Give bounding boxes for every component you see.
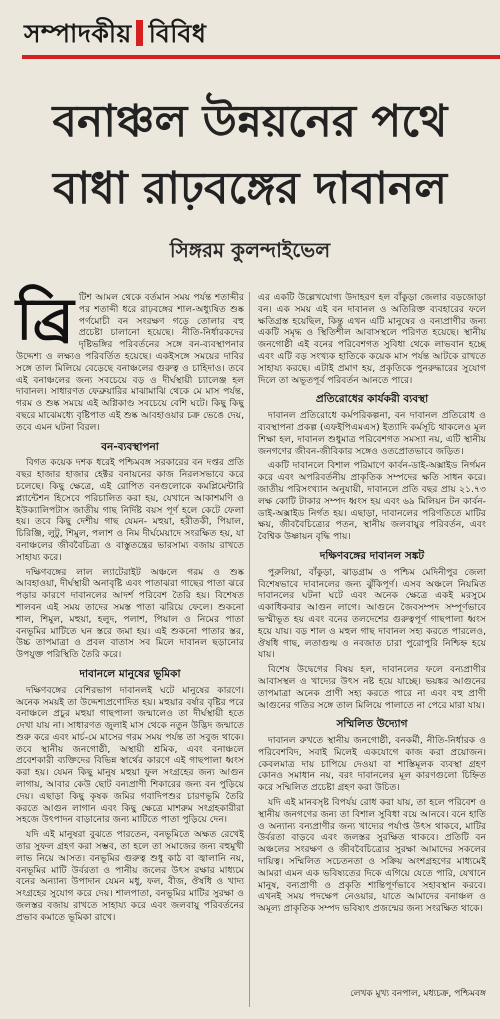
article-column-right xyxy=(258,292,486,918)
paragraph: বিগত কয়েক দশক ধরেই পশ্চিমবঙ্গ সরকারের বন দপ্তর প্রতি বছর হাজার হাজার হেক্টর বনায়নের কাজ নিরলসভাবে করে চলেছে। কিছু ক্ষেত্রে, এই রোপিত বনগুলোকে কমপ্লিমেন্টারি প্ল্যান্টেশন হিসেবে পরিচালিত করা হয়, যেখানে আকাশমণি ও ইউক্যালিপটাস জাতীয় গাছ নির্দিষ্ট বয়স পূর্ণ হলে কেটে ফেলা হয়। তবে কিছু দেশীয় গাছ যেমন- মহুয়া, হরীতকী, পিয়াল, চিরিঞ্জি, লুটু, শিমুল, পলাশ ও নিম দীর্ঘমেয়াদে সংরক্ষিত হয়, যা বনাঞ্চলের জীববৈচিত্র্য ও বাস্তুতন্ত্রের ভারসাম্য বজায় রাখতে সাহায্য করে। xyxy=(16,457,244,563)
paragraph: এর একটি উল্লেখযোগ্য উদাহরণ হল বাঁকুড়া জেলার বড়জোড়া বন। এক সময় এই বন দাবানল ও অতিরিক্ত ব্যবহারের ফলে ক্ষতিগ্রস্ত হয়েছিল, কিন্তু এখন এটি মানুষের ও বন্যপ্রাণীর জন্য একটি সমৃদ্ধ ও স্থিতিশীল আবাসস্থলে পরিণত হয়েছে। স্থানীয় জনগোষ্ঠী এই বনের পরিবেশগত সুবিধা থেকে লাভবান হচ্ছে এবং এটি বড় সংখ্যক হাতিকে কয়েক মাস পর্যন্ত আটকে রাখতে সাহায্য করছে। এটাই প্রমাণ হয়, প্রকৃতিকে পুনরুদ্ধারের সুযোগ দিলে তা অভূতপূর্ব পরিবর্তন আনতে পারে। xyxy=(258,292,486,386)
header-rule xyxy=(22,55,500,59)
subheading-prevention: প্রতিরোধের কার্যকরী ব্যবস্থা xyxy=(315,393,429,406)
subheading-collective-effort: সম্মিলিত উদ্যোগ xyxy=(336,718,408,731)
paragraph: দক্ষিণবঙ্গের বেশিরভাগ দাবানলই ঘটে মানুষের কারণে। অনেক সময়ই তা উদ্দেশ্যপ্রণোদিত হয়। মহুয়ার বর্ষার বৃষ্টির পরে বনাঞ্চলে প্রচুর মহুয়া গাছপালা জন্মালেও তা দীর্ঘস্থায়ী হতে দেখা যায় না। সাধারণত জুলাই মাস থেকে নতুন উদ্ভিদ জন্মাতে শুরু করে এবং মার্চ-মে মাসের গরম সময় পর্যন্ত তা সবুজ থাকে। তবে স্থানীয় জনগোষ্ঠী, অস্থায়ী শ্রমিক, এবং বনাঞ্চলে প্রবেশকারী ব্যক্তিদের বিভিন্ন স্বার্থের কারণে এই গাছপালা ধ্বংস করা হয়। যেমন কিছু মানুষ মহুয়া ফুল সংগ্রহের জন্য আগুন লাগায়, আবার কেউ ছোট বন্যপ্রাণী শিকারের জন্য বন পুড়িয়ে দেয়। এছাড়া কিছু কৃষক জমির গবাদিপশুর চারণভূমি তৈরি করতে আগুন লাগান এবং কিছু ক্ষেত্রে মাশরুম সংগ্রহকারীরা সহজে উৎপাদন বাড়ানোর জন্য মাটিতে পাতা পুড়িয়ে দেন। xyxy=(16,684,244,826)
subsection-name: বিবিধ xyxy=(148,19,207,48)
headline-line-2: বাধা রাঢ়বঙ্গের দাবানল xyxy=(53,163,447,214)
subheading-human-role: দাবানলে মানুষের ভূমিকা xyxy=(79,667,181,680)
paragraph: বিশেষ উদ্বেগের বিষয় হল, দাবানলের ফলে বন্যপ্রাণীর আবাসস্থল ও খাদ্যের উৎস নষ্ট হয়ে যাচ্ছে। ভয়ঙ্কর আগুনের তাপমাত্রা অনেক প্রাণী সহ্য করতে পারে না এবং বহু প্রাণী আগুনের গতির সঙ্গে তাল মিলিয়ে পালাতে না পেরে মারা যায়। xyxy=(258,664,486,711)
paragraph: যদি এই মানুষরা বুঝতে পারতেন, বনভূমিতে অক্ষত রেখেই তার সুফল গ্রহণ করা সম্ভব, তা হলে তা সমাজের জন্য বহুমুখী লাভ নিয়ে আসত। বনভূমির গুরুত্ব শুধু কাঠ বা জ্বালানি নয়, বনভূমির মাটি উর্বরতা ও পানীয় জলের উৎস রক্ষার মাধ্যমে বনের অন্যান্য উপাদান যেমন মধু, ফল, বীজ, ঔষধি ও খাদ্য সংগ্রহের সুযোগ করে দেয়। শালপাতা, বনভূমির মাটির সুরক্ষা ও জলস্তর বজায় রাখতে সাহায্য করে এবং জলবায়ু পরিবর্তনের প্রভাব কমাতে ভূমিকা রাখে। xyxy=(16,829,244,923)
subheading-forest-management: বন-ব্যবস্থাপনা xyxy=(101,440,159,453)
article-column-left xyxy=(16,285,244,927)
paragraph: দাবানল প্রতিরোধে কর্মপরিকল্পনা, বন দাবানল প্রতিরোধ ও ব্যবস্থাপনা প্রকল্প (এফইপিএমএস) ইত্যাদি কর্মসূচি থাকলেও মূল শিক্ষা হল, দাবানল শুধুমাত্র পরিবেশগত সমস্যা নয়, এটি স্থানীয় জনগণের জীবন-জীবিকার সঙ্গেও ওতপ্রোতভাবে জড়িত। xyxy=(258,410,486,457)
paragraph: দাবানল রুখতে স্থানীয় জনগোষ্ঠী, বনকর্মী, নীতি-নির্ধারক ও পরিবেশবিদ, সবাই মিলেই একযোগে কাজ করা প্রয়োজন। কেবলমাত্র দায় চাপিয়ে দেওয়া বা শাস্তিমূলক ব্যবস্থা গ্রহণ কোনও সমাধান নয়, বরং দাবানলের মূল কারণগুলো চিহ্নিত করে সম্মিলিত প্রচেষ্টা গ্রহণ করা উচিত। xyxy=(258,735,486,794)
byline: সিঙ্গরম কুলন্দাইভেল xyxy=(169,238,331,262)
paragraph: পুরুলিয়া, বাঁকুড়া, ঝাড়গ্রাম ও পশ্চিম মেদিনীপুর জেলা বিশেষভাবে দাবানলের জন্য ঝুঁকিপূর্ণ। এসব অঞ্চলে নিয়মিত দাবানলের ঘটনা ঘটে এবং অনেক ক্ষেত্রে একই মরসুমে একাধিকবার আগুন লাগে। আগুনে জৈবসম্পদ সম্পূর্ণভাবে ভস্মীভূত হয় এবং বনের তলদেশের গুরুত্বপূর্ণ গাছপালা ধ্বংস হয়ে যায়। বড় শাল ও মহুল গাছ দাবানল সহ্য করতে পারলেও, ঔষধি গাছ, লতাগুল্ম ও নবজাত চারা পুরোপুরি নিশ্চিহ্ন হয়ে যায়। xyxy=(258,566,486,661)
section-label xyxy=(24,14,206,57)
section-header xyxy=(0,0,500,58)
section-divider-bar xyxy=(136,20,143,46)
column-divider xyxy=(249,292,250,1007)
paragraph: একটি দাবানলে বিশাল পরিমাণে কার্বন-ডাই-অক্সাইড নির্গমন করে এবং অপরিবর্তনীয় প্রাকৃতিক সম্পদের ক্ষতি সাধন করে। জাতীয় পরিসংখ্যান অনুযায়ী, দাবানলে প্রতি বছর প্রায় ২১.৭৩ লক্ষ কোটি টাকার সম্পদ ধ্বংস হয় এবং ৬৯ মিলিয়ন টন কার্বন-ডাই-অক্সাইড নির্গত হয়। এছাড়া, দাবানলের পরিণতিতে মাটির ক্ষয়, জীববৈচিত্র্যের পতন, স্থানীয় জলবায়ুর পরিবর্তন, এবং বৈশ্বিক উষ্ণায়ন বৃদ্ধি পায়। xyxy=(258,460,486,543)
subheading-wildfire-crisis: দক্ষিণবঙ্গের দাবানল সঙ্কট xyxy=(319,549,425,562)
intro-text: টিশ আমল থেকে বর্তমান সময় পর্যন্ত শতাব্দীর পর শতাব্দী ধরে রাঢ়বঙ্গের শাল-অধ্যুষিত শুষ্ক পর্ণমোচী বন সংরক্ষণ গড়ে তোলার বহু প্রচেষ্টা চালানো হয়েছে। নীতি-নির্ধারকদের দৃষ্টিভঙ্গির পরিবর্তনের সঙ্গে বন-ব্যবস্থাপনার উদ্দেশ্য ও লক্ষ্যও পরিবর্তিত হয়েছে। একইসঙ্গে সময়ের দাবির সঙ্গে তাল মিলিয়ে বেড়েছে বনাঞ্চলের গুরুত্ব ও চাহিদাও। তবে এই বনাঞ্চলের জন্য সবচেয়ে বড় ও দীর্ঘস্থায়ী চ্যালেঞ্জ হল দাবানল। সাধারণত ফেব্রুয়ারির মাঝামাঝি থেকে মে মাস পর্যন্ত, গরম ও শুষ্ক সময়ে এই অগ্নিকাণ্ড সবচেয়ে বেশি ঘটে। কিছু কিছু বছরে মাঝেমধ্যে বৃষ্টিপাত এই শুষ্ক আবহাওয়ার চক্র ভেঙে দেয়, তবে এমন ঘটনা বিরল। xyxy=(16,292,244,433)
paragraph: দক্ষিণবঙ্গের লাল ল্যাটেরাইট অঞ্চলে গরম ও শুষ্ক আবহাওয়া, দীর্ঘস্থায়ী অনাবৃষ্টি এবং পাতাঝরা গাছের পাতা ঝরে পড়ার কারণে দাবানলের আদর্শ পরিবেশ তৈরি হয়। বিশেষত শালবন এই সময় তাদের সমস্ত পাতা ঝরিয়ে ফেলে। শুকনো শাল, শিমুল, মহুয়া, হলুদ, পলাশ, পিয়াল ও নিমের পাতা বনভূমির মাটিতে ঘন স্তরে জমা হয়। এই শুকনো পাতার স্তর, উচ্চ তাপমাত্রা ও প্রবল বাতাস সব মিলে দাবানল ছড়ানোর উপযুক্ত পরিস্থিতি তৈরি করে। xyxy=(16,566,244,661)
section-name: সম্পাদকীয় xyxy=(24,19,132,48)
paragraph: যদি এই মানবসৃষ্ট বিপর্যয় রোধ করা যায়, তা হলে পরিবেশ ও স্থানীয় জনগণের জন্য তা বিশাল সুবিধা বয়ে আনবে। বনে হাতি ও অন্যান্য বন্যপ্রাণীর জন্য খাদ্যের পর্যাপ্ত উৎস থাকবে, মাটির উর্বরতা বাড়বে এবং জলস্তর সুরক্ষিত থাকবে। প্রতিটি বন অঞ্চলের সংরক্ষণ ও জীববৈচিত্র্যের সুরক্ষা আমাদের সকলের দায়িত্ব। সম্মিলিত সচেতনতা ও সক্রিয় অংশগ্রহণের মাধ্যমেই আমরা এমন এক ভবিষ্যতের দিকে এগিয়ে যেতে পারি, যেখানে মানুষ, বন্যপ্রাণী ও প্রকৃতি শান্তিপূর্ণভাবে সহাবস্থান করবে। এখনই সময় পদক্ষেপ নেওয়ার, যাতে আমাদের বনাঞ্চল ও অমূল্য প্রাকৃতিক সম্পদ ভবিষ্যৎ প্রজন্মের জন্য সংরক্ষিত থাকে। xyxy=(258,797,486,915)
drop-cap: ব্রি xyxy=(16,285,74,353)
intro-paragraph xyxy=(16,285,244,434)
author-note: লেখক মুখ্য বনপাল, মধ্যচক্র, পশ্চিমবঙ্গ xyxy=(350,989,486,999)
headline-line-1: বনাঞ্চল উন্নয়নের পথে xyxy=(52,96,448,147)
